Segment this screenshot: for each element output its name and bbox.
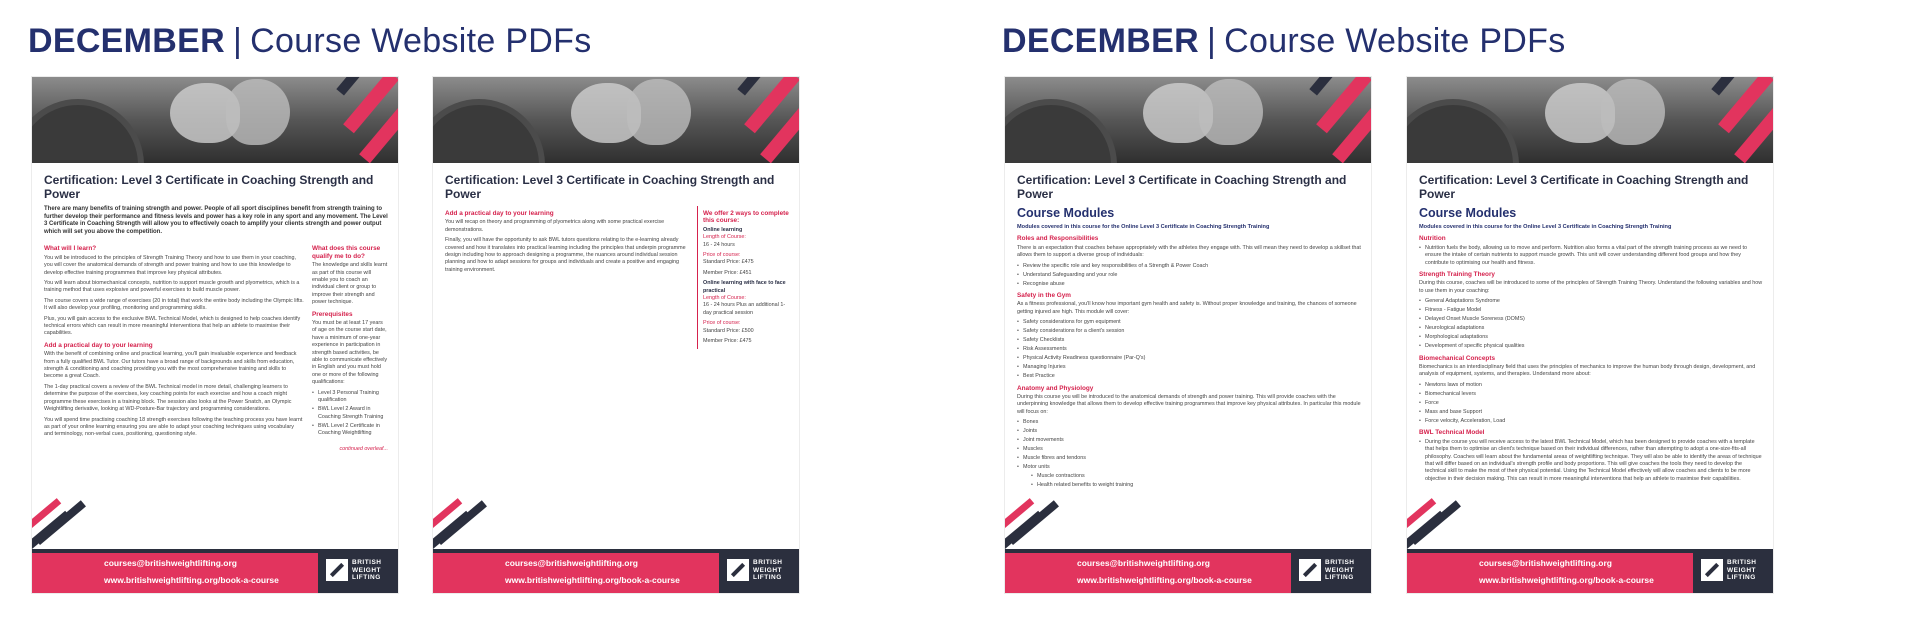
bullet-list xyxy=(1419,245,1763,267)
photo-shape-plate xyxy=(32,99,144,163)
bullet-item: • Safety considerations for gym equipment xyxy=(1017,319,1361,326)
section-heading: Prerequisites xyxy=(312,310,353,318)
paragraph: The 1-day practical covers a review of the BWL Technical model in more detail, challenging learners to determine the purpose of the exercises, key coaching points for each exercise and how a coach might programme these exercises in a training block. The session also looks at the Power Snatch, an Olympic Weightlifting derivative, looking at WD-Posture-Bar trajectory and programming considerations. xyxy=(44,383,292,413)
option-label: Price of course: xyxy=(703,320,741,327)
bullet-item: • Managing Injuries xyxy=(1017,364,1361,371)
bullet-item: • Risk Assessments xyxy=(1017,346,1361,353)
side-column xyxy=(697,206,789,349)
bullet-item: • Force xyxy=(1419,400,1763,407)
logo-word: WEIGHT xyxy=(753,566,782,574)
bwl-logo-text xyxy=(352,559,382,582)
footer-url[interactable]: www.britishweightlifting.org/book-a-course xyxy=(104,575,279,585)
logo-word: WEIGHT xyxy=(352,566,381,574)
paragraph: During this course you will be introduced to the anatomical demands of strength and power training. This will provide coaches with the underpinning knowledge that allows them to develop effective training programmes that improve key physical attributes. In particular this module will focus on: xyxy=(1017,394,1361,415)
section-heading: What will I learn? xyxy=(44,245,97,253)
intro-text: There are many benefits of training strength and power. People of all sport disciplines benefit from strength training to further develop their performance and fitness levels and power has a key role in any sport and any movement. The Level 3 Certificate in Coaching Strength will allow you to effectively coach to amplify your clients strength and power output which will set you above the competition. xyxy=(44,206,388,235)
section-heading: BWL Technical Model xyxy=(1419,429,1485,437)
section-heading: Nutrition xyxy=(1419,235,1446,243)
page-content xyxy=(445,173,789,349)
paragraph: Plus, you will gain access to the exclusive BWL Technical Model, which is designed to help coaches identify technical errors which can result in more meaningful interventions that help an athlete to maximise their capabilities. xyxy=(44,315,301,337)
bwl-logo-icon xyxy=(727,559,749,581)
title-text: Course Website PDFs xyxy=(250,22,592,60)
logo-word: LIFTING xyxy=(1727,574,1756,581)
option-label: Price of course: xyxy=(703,252,741,259)
paragraph: Member Price: £475 xyxy=(703,338,752,345)
bullet-item: • Bones xyxy=(1017,419,1361,426)
bullet-item: • Force velocity, Acceleration, Load xyxy=(1419,418,1763,425)
section-heading: Roles and Responsibilities xyxy=(1017,235,1099,243)
bwl-logo-icon xyxy=(1299,559,1321,581)
pdf-page-1 xyxy=(32,77,398,593)
page-content xyxy=(1419,173,1763,485)
bullet-item: • BWL Level 2 Award in Coaching Strength Training xyxy=(312,406,388,421)
photo-shape-plate xyxy=(1005,99,1117,163)
header-photo xyxy=(1005,77,1371,163)
photo-shape-plate xyxy=(433,99,545,163)
sub-bullet-item: • Health related benefits to weight training xyxy=(1031,482,1361,489)
bullet-list xyxy=(1419,439,1763,483)
course-modules-heading: Course Modules xyxy=(1419,206,1517,220)
title-separator: | xyxy=(232,22,243,60)
logo-word: WEIGHT xyxy=(1325,566,1354,574)
corner-stripe xyxy=(436,500,487,545)
option-title: Online learning xyxy=(703,226,743,233)
paragraph: You will recap on theory and programming of plyometrics along with some practical exercise demonstrations. xyxy=(445,219,665,233)
paragraph: 16 - 24 hours xyxy=(703,241,735,248)
photo-shape-plate xyxy=(1407,99,1519,163)
section-heading: Biomechanical Concepts xyxy=(1419,354,1495,362)
sub-bullet-item: • Muscle contractions xyxy=(1031,473,1361,480)
bullet-item: • Morphological adaptations xyxy=(1419,334,1763,341)
bullet-item: • Muscles xyxy=(1017,446,1361,453)
bullet-item: • Newtons laws of motion xyxy=(1419,382,1763,389)
paragraph: During this course, coaches will be introduced to some of the principles of Strength Training Theory. Understand the following variables and how to use them in your coaching: xyxy=(1419,280,1763,294)
bullet-item: • Review the specific role and key responsibilities of a Strength & Power Coach xyxy=(1017,263,1361,270)
option-title: Online learning with face to face practical xyxy=(703,280,786,294)
paragraph: You will spend time practising coaching 18 strength exercises following the teaching process you have learnt as part of your online learning ensuring you are able to adapt your coaching techniques using vocabulary and terminology, non-verbal cues, positioning, questioning style. xyxy=(44,416,303,438)
section-heading: Add a practical day to your learning xyxy=(44,341,153,349)
option-label: Length of Course: xyxy=(703,234,746,241)
bwl-logo xyxy=(1693,549,1773,593)
photo-shape-stripe3 xyxy=(737,77,770,96)
bwl-logo xyxy=(1291,549,1371,593)
bullet-item: • Mass and base Support xyxy=(1419,409,1763,416)
bwl-logo-icon xyxy=(326,559,348,581)
paragraph: 16 - 24 hours Plus an additional 1-day practical session xyxy=(703,302,786,316)
footer-url[interactable]: www.britishweightlifting.org/book-a-course xyxy=(1077,575,1252,585)
bullet-item: • Motor units xyxy=(1017,464,1361,471)
photo-shape-hand2 xyxy=(627,79,691,145)
logo-word: BRITISH xyxy=(753,559,783,566)
bwl-logo-text xyxy=(1727,559,1757,582)
bullet-item: • Best Practice xyxy=(1017,373,1361,380)
page-content xyxy=(44,173,388,453)
logo-word: BRITISH xyxy=(1325,559,1355,566)
two-column-layout xyxy=(44,241,388,441)
paragraph: Standard Price: £500 xyxy=(703,327,754,334)
photo-shape-hand2 xyxy=(1601,79,1665,145)
header-photo xyxy=(1407,77,1773,163)
photo-shape-stripe3 xyxy=(336,77,369,96)
month-label: DECEMBER xyxy=(28,22,225,60)
header-photo xyxy=(433,77,799,163)
section-heading: Safety in the Gym xyxy=(1017,292,1071,300)
bullet-item: • Joints xyxy=(1017,428,1361,435)
corner-stripe xyxy=(1410,500,1461,545)
option-label: Length of Course: xyxy=(703,295,746,302)
paragraph: Biomechanics is an interdisciplinary field that uses the principles of mechanics to improve the human body through design, development, and analysis of equipment, systems, and therapies. Understand more about: xyxy=(1419,364,1756,378)
bullet-item: • Safety considerations for a client's session xyxy=(1017,328,1361,335)
page-footer xyxy=(433,549,799,593)
bullet-list xyxy=(1419,298,1763,350)
logo-word: LIFTING xyxy=(1325,574,1354,581)
bullet-list xyxy=(312,390,388,438)
bullet-item: • Muscle fibres and tendons xyxy=(1017,455,1361,462)
footer-email[interactable]: courses@britishweightlifting.org xyxy=(1479,558,1612,568)
main-column xyxy=(445,206,689,349)
bwl-logo-icon xyxy=(1701,559,1723,581)
paragraph: You must be at least 17 years of age on the course start date, have a minimum of one-year experience in participation in strength based activities, be able to communicate effectively in English and you must hold one or more of the following qualifications: xyxy=(312,320,388,386)
course-title: Certification: Level 3 Certificate in Coaching Strength and Power xyxy=(44,173,374,201)
course-title: Certification: Level 3 Certificate in Coaching Strength and Power xyxy=(1419,173,1749,201)
paragraph: You will learn about biomechanical concepts, nutrition to support muscle growth and plyometrics, which is a training method that uses explosive and powerful exercises to build muscle power. xyxy=(44,280,300,294)
pdf-page-3 xyxy=(1005,77,1371,593)
bullet-item: • Physical Activity Readiness questionnaire (Par-Q's) xyxy=(1017,355,1361,362)
bullet-item: • Neurological adaptations xyxy=(1419,325,1763,332)
logo-word: BRITISH xyxy=(352,559,382,566)
course-modules-heading: Course Modules xyxy=(1017,206,1115,220)
section-heading: We offer 2 ways to complete this course: xyxy=(703,210,789,225)
footer-url[interactable]: www.britishweightlifting.org/book-a-course xyxy=(505,575,680,585)
bullet-item: • Nutrition fuels the body, allowing us to move and perform. Nutrition also forms a vital part of the strength training process as we need to ensure the intake of certain nutrients to support muscle growth. This unit will cover understanding different food groups and how they contribute to optimising our health and fitness. xyxy=(1419,245,1763,267)
sub-bullet-list xyxy=(1017,473,1361,489)
section-heading: Add a practical day to your learning xyxy=(445,210,554,217)
two-column-layout xyxy=(445,206,789,349)
paragraph: The course covers a wide range of exercises (20 in total) that work the entire body including the Olympic lifts. It will also develop your profiling, monitoring and programming skills. xyxy=(44,297,304,312)
bwl-logo-text xyxy=(1325,559,1355,582)
side-column xyxy=(312,241,388,441)
pdf-page-4 xyxy=(1407,77,1773,593)
header-photo xyxy=(32,77,398,163)
bullet-list xyxy=(1017,419,1361,489)
photo-shape-stripe3 xyxy=(1309,77,1342,96)
bullet-item: • Joint movements xyxy=(1017,437,1361,444)
bullet-item: • General Adaptations Syndrome xyxy=(1419,298,1763,305)
bwl-logo xyxy=(719,549,799,593)
panel-title-right xyxy=(1002,22,1566,61)
panel-title-left xyxy=(28,22,592,61)
footer-email[interactable]: courses@britishweightlifting.org xyxy=(505,558,638,568)
footer-url[interactable]: www.britishweightlifting.org/book-a-course xyxy=(1479,575,1654,585)
logo-word: BRITISH xyxy=(1727,559,1757,566)
photo-shape-stripe3 xyxy=(1711,77,1744,96)
section-heading: Strength Training Theory xyxy=(1419,271,1495,279)
paragraph: You will be introduced to the principles of Strength Training Theory and how to use them in your coaching, you will cover the anatomical demands of strength and power training and how to use this knowledge to develop effective training programmes that improve key physical attributes. xyxy=(44,254,297,276)
page-footer xyxy=(1407,549,1773,593)
footer-email[interactable]: courses@britishweightlifting.org xyxy=(104,558,237,568)
modules-subtitle: Modules covered in this course for the Online Level 3 Certificate in Coaching Strength Training xyxy=(1419,224,1672,230)
paragraph: Standard Price: £475 xyxy=(703,259,754,266)
bullet-item: • Safety Checklists xyxy=(1017,337,1361,344)
bullet-list xyxy=(1419,382,1763,425)
paragraph: As a fitness professional, you'll know how important gym health and safety is. Without proper knowledge and training, the chances of someone getting injured are high. This module will cover: xyxy=(1017,301,1357,315)
bullet-item: • Development of specific physical qualities xyxy=(1419,343,1763,350)
bullet-item: • Biomechanical levers xyxy=(1419,391,1763,398)
course-title: Certification: Level 3 Certificate in Coaching Strength and Power xyxy=(445,173,775,201)
bullet-item: • During the course you will receive access to the latest BWL Technical Model, which has been designed to provide coaches with a template that helps them to optimise an client's technique based on their individual differences, rather than attempting to adopt a one-size-fits-all philosophy. Coaches will learn about the fundamental areas of weightlifting technique. They will also be able to identify the areas of technique that will differ based on an individual's strength profile and body proportions. This will give coaches the tools they need to develop the technical skill to make the most of their physical potential. Using the Technical Model effectively will allow coaches and clients to be more objective in their decision making. This can result in more meaningful interventions that help an athlete to maximise their capabilities. xyxy=(1419,439,1763,483)
logo-word: LIFTING xyxy=(753,574,782,581)
bullet-item: • BWL Level 2 Certificate in Coaching Weightlifting xyxy=(312,423,388,438)
corner-stripe xyxy=(35,500,86,545)
page-content xyxy=(1017,173,1361,492)
section-heading: What does this course qualify me to do? xyxy=(312,245,381,260)
footer-email[interactable]: courses@britishweightlifting.org xyxy=(1077,558,1210,568)
logo-word: LIFTING xyxy=(352,574,381,581)
course-title: Certification: Level 3 Certificate in Coaching Strength and Power xyxy=(1017,173,1347,201)
page-footer xyxy=(32,549,398,593)
month-label: DECEMBER xyxy=(1002,22,1199,60)
page-footer xyxy=(1005,549,1371,593)
bwl-logo xyxy=(318,549,398,593)
photo-shape-hand2 xyxy=(1199,79,1263,145)
continued-note: continued overleaf... xyxy=(339,445,388,452)
bullet-list xyxy=(1017,263,1361,288)
bullet-item: • Understand Safeguarding and your role xyxy=(1017,272,1361,279)
corner-stripe xyxy=(1008,500,1059,545)
paragraph: Member Price: £451 xyxy=(703,269,752,276)
section-heading: Anatomy and Physiology xyxy=(1017,384,1094,392)
paragraph: Finally, you will have the opportunity to ask BWL tutors questions relating to the e-learning already covered and how it translates into practical learning including the principles that underpin programme design including how to approach designing a programme, the nuances around individual session planning and how to adapt sessions for groups and individuals and create a positive and engaging training environment. xyxy=(445,237,686,273)
title-separator: | xyxy=(1206,22,1217,60)
paragraph: The knowledge and skills learnt as part of this course will enable you to coach an individual client or group to improve their strength and power technique. xyxy=(312,262,388,306)
main-column xyxy=(44,241,304,441)
title-text: Course Website PDFs xyxy=(1224,22,1566,60)
bullet-item: • Level 3 Personal Training qualification xyxy=(312,390,388,405)
bullet-item: • Delayed Onset Muscle Soreness (DOMS) xyxy=(1419,316,1763,323)
paragraph: With the benefit of combining online and practical learning, you'll gain invaluable experience and feedback from a fully qualified BWL Tutor. Our tutors have a broad range of backgrounds and skills from education, strength & conditioning and coaching providing you with the most comprehensive training and skills to become a great Coach. xyxy=(44,351,297,380)
pdf-page-2 xyxy=(433,77,799,593)
logo-word: WEIGHT xyxy=(1727,566,1756,574)
paragraph: There is an expectation that coaches behave appropriately with the athletes they engage with. This will mean they need to develop a skillset that allows them to support a diverse group of individuals: xyxy=(1017,244,1361,259)
photo-shape-hand2 xyxy=(226,79,290,145)
modules-subtitle: Modules covered in this course for the Online Level 3 Certificate in Coaching Strength Training xyxy=(1017,224,1270,230)
bwl-logo-text xyxy=(753,559,783,582)
bullet-list xyxy=(1017,319,1361,380)
bullet-item: • Recognise abuse xyxy=(1017,281,1361,288)
bullet-item: • Fitness - Fatigue Model xyxy=(1419,307,1763,314)
